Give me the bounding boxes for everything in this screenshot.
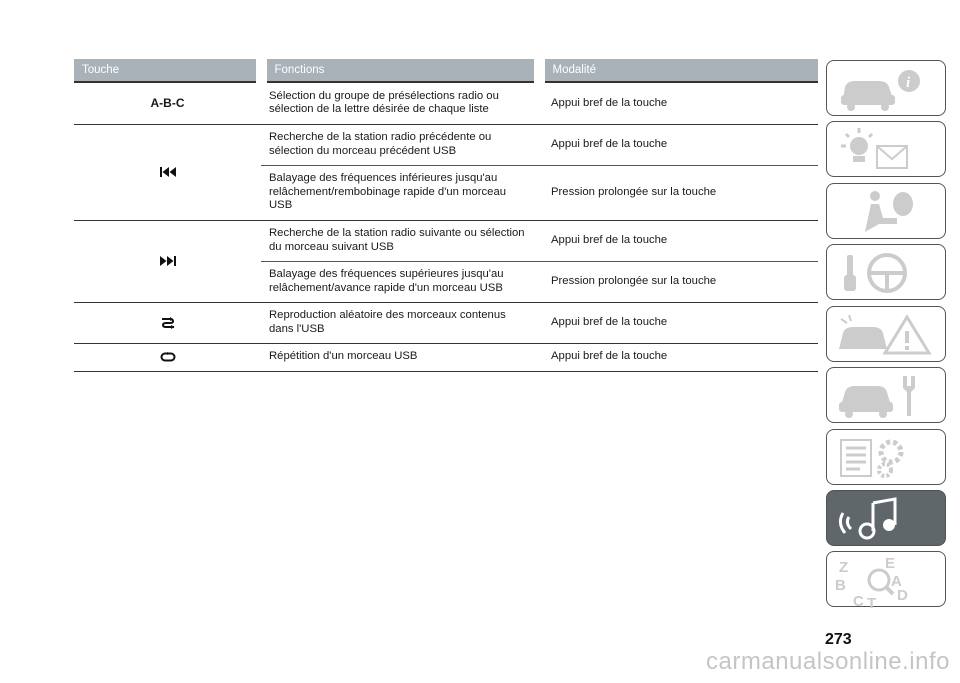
repeat-icon [74, 343, 261, 371]
multimedia-icon [835, 495, 935, 543]
watermark: carmanualsonline.info [706, 648, 950, 675]
header-touche: Touche [74, 59, 261, 82]
key-abc: A-B-C [74, 82, 261, 124]
function-text: Reproduction aléatoire des morceaux contenus dans l'USB [261, 302, 539, 343]
tab-warning-lights[interactable] [826, 121, 946, 177]
function-text: Balayage des fréquences inférieures jusqu'au relâchement/rembobinage rapide d'un morceau USB [261, 165, 539, 220]
page-number: 273 [825, 631, 852, 648]
index-letter: D [897, 587, 908, 604]
tab-airbag-seat[interactable] [826, 183, 946, 239]
function-text: Recherche de la station radio précédente ou sélection du morceau précédent USB [261, 124, 539, 165]
mode-text: Appui bref de la touche [539, 343, 818, 371]
tab-index[interactable] [826, 551, 946, 607]
car-info-icon [835, 65, 935, 113]
index-letters-icon [835, 556, 935, 608]
table-row [74, 302, 818, 343]
index-letter: C [853, 593, 864, 608]
tab-car-crash-warning[interactable] [826, 306, 946, 362]
skip-back-icon [74, 124, 261, 220]
table-row [74, 124, 818, 165]
index-letter: B [835, 577, 846, 594]
mode-text: Appui bref de la touche [539, 220, 818, 261]
function-text: Recherche de la station radio suivante ou sélection du morceau suivant USB [261, 220, 539, 261]
tab-steering-key[interactable] [826, 244, 946, 300]
table-header-row [74, 59, 818, 82]
table-row [74, 343, 818, 371]
index-letter: A [891, 573, 902, 590]
table-row [74, 220, 818, 261]
svg-text:i: i [906, 75, 911, 91]
header-modalite: Modalité [539, 59, 818, 82]
index-letter: T [867, 595, 877, 608]
function-text: Sélection du groupe de présélections radio ou sélection de la lettre désirée de chaque liste [261, 82, 539, 124]
skip-forward-icon [74, 220, 261, 302]
index-letter: Z [839, 559, 849, 576]
specs-gear-icon [835, 434, 935, 482]
tab-multimedia[interactable] [826, 490, 946, 546]
airbag-seat-icon [835, 188, 935, 236]
index-letter: E [885, 556, 896, 572]
mode-text: Appui bref de la touche [539, 82, 818, 124]
header-fonctions: Fonctions [261, 59, 539, 82]
car-crash-warning-icon [835, 311, 935, 359]
mode-text: Pression prolongée sur la touche [539, 165, 818, 220]
tab-car-tools[interactable] [826, 367, 946, 423]
controls-table [74, 59, 818, 372]
tab-car-info[interactable] [826, 60, 946, 116]
function-text: Balayage des fréquences supérieures jusqu'au relâchement/avance rapide d'un morceau USB [261, 261, 539, 302]
warning-lights-icon [835, 126, 935, 174]
table-row [74, 82, 818, 124]
steering-key-icon [835, 249, 935, 297]
shuffle-icon [74, 302, 261, 343]
tab-specs-gear[interactable] [826, 429, 946, 485]
mode-text: Appui bref de la touche [539, 124, 818, 165]
function-text: Répétition d'un morceau USB [261, 343, 539, 371]
car-tools-icon [835, 372, 935, 420]
mode-text: Appui bref de la touche [539, 302, 818, 343]
mode-text: Pression prolongée sur la touche [539, 261, 818, 302]
